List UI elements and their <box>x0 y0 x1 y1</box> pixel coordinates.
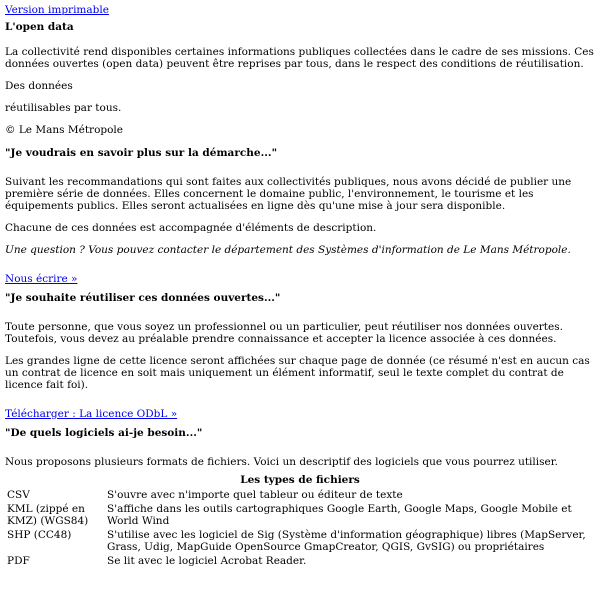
file-format-cell: SHP (CC48) <box>7 529 72 541</box>
print-version-link[interactable]: Version imprimable <box>5 4 109 16</box>
data-tagline-line2: réutilisables par tous. <box>5 102 122 114</box>
demarche-paragraph: Suivant les recommandations qui sont faites aux collectivités publiques, nous avons décidé de publier une première série de données. Elles concernent le domaine public, l'environnement, le tourisme et les équipements publics. Elles seront actualisées en ligne dès qu'une mise à jour sera disponible. <box>5 176 572 212</box>
file-description-cell: S'affiche dans les outils cartographiques Google Earth, Google Maps, Google Mobile et World Wind <box>107 503 572 527</box>
contact-question: Une question ? Vous pouvez contacter le département des Systèmes d'information de Le Mans Métropole. <box>5 244 571 256</box>
demarche-description: Chacune de ces données est accompagnée d'éléments de description. <box>5 222 377 234</box>
file-description-cell: S'ouvre avec n'importe quel tableur ou éditeur de texte <box>107 489 403 501</box>
write-us-link[interactable]: Nous écrire » <box>5 273 78 285</box>
reuse-heading: "Je souhaite réutiliser ces données ouvertes..." <box>5 292 281 304</box>
demarche-heading: "Je voudrais en savoir plus sur la démarche..." <box>5 147 278 159</box>
table-row <box>5 502 595 528</box>
file-description-cell: Se lit avec le logiciel Acrobat Reader. <box>107 555 307 567</box>
data-tagline-line1: Des données <box>5 80 73 92</box>
licence-paragraph: Les grandes ligne de cette licence seront affichées sur chaque page de donnée (ce résumé n'est en aucun cas un contrat de licence en soit mais uniquement un élément informatif, seul le texte complet du contrat de licence fait foi). <box>5 355 590 391</box>
reuse-paragraph: Toute personne, que vous soyez un professionnel ou un particulier, peut réutiliser nos données ouvertes. Toutefois, vous devez au préalable prendre connaissance et accepter la licence associée à ces données. <box>5 321 563 345</box>
copyright-text: © Le Mans Métropole <box>5 124 124 136</box>
file-description-cell: S'utilise avec les logiciel de Sig (Système d'information géographique) libres (MapServer, Grass, Udig, MapGuide OpenSource GmapCreator, QGIS, GvSIG) ou propriétaires <box>107 529 586 553</box>
table-row <box>5 488 595 502</box>
intro-paragraph: La collectivité rend disponibles certaines informations publiques collectées dans le cadre de ses missions. Ces données ouvertes (open data) peuvent être reprises par tous, dans le respect des conditions de réutilisation. <box>5 46 594 70</box>
software-heading: "De quels logiciels ai-je besoin..." <box>5 427 203 439</box>
page-title: L'open data <box>5 21 74 33</box>
table-row <box>5 528 595 554</box>
file-types-table <box>5 474 595 568</box>
formats-intro-paragraph: Nous proposons plusieurs formats de fichiers. Voici un descriptif des logiciels que vous pourrez utiliser. <box>5 456 558 468</box>
table-row <box>5 554 595 568</box>
file-format-cell: PDF <box>7 555 30 567</box>
file-format-cell: KML (zippé en KMZ) (WGS84) <box>7 503 89 527</box>
file-format-cell: CSV <box>7 489 30 501</box>
download-licence-link[interactable]: Télécharger : La licence ODbL » <box>5 408 178 420</box>
file-types-caption: Les types de fichiers <box>240 474 360 486</box>
